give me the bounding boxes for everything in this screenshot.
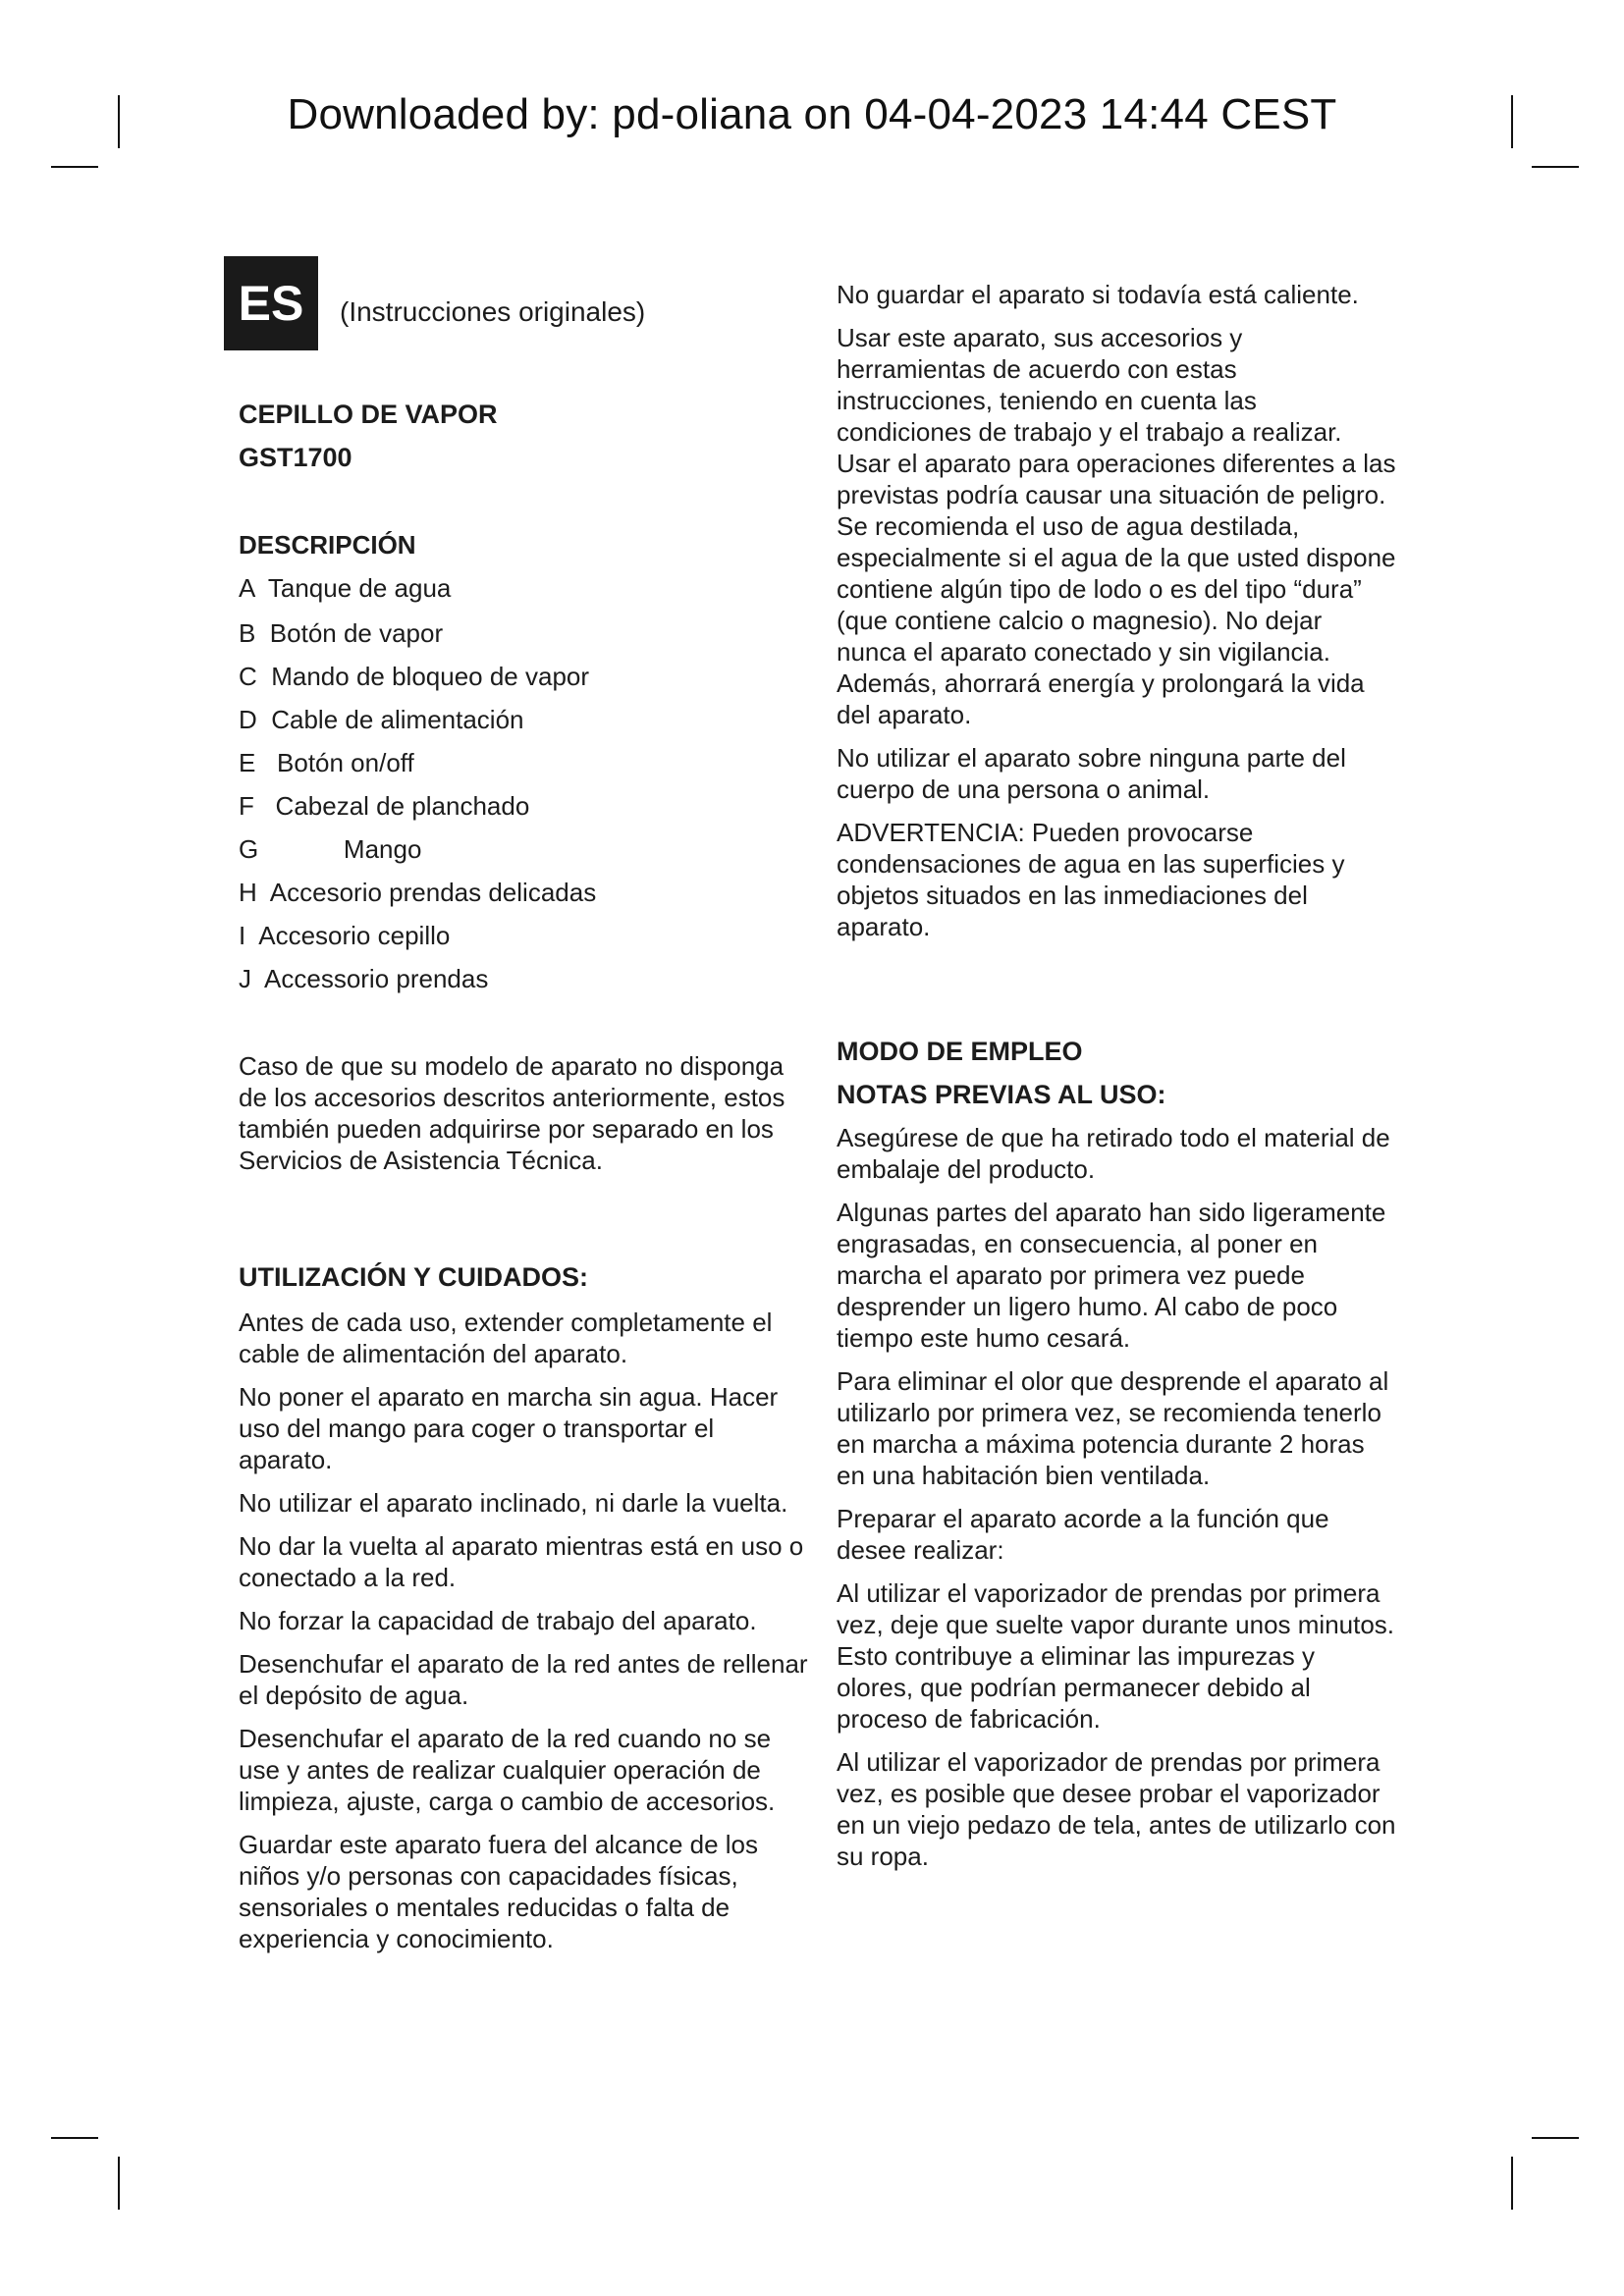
description-item: D Cable de alimentación [239,705,524,734]
description-item: E Botón on/off [239,748,414,777]
safety-paragraph: Usar este aparato, sus accesorios y herramientas de acuerdo con estas instrucciones, teniendo en cuenta las condiciones de trabajo y el trabajo a realizar. Usar el aparato para operaciones diferentes a las previstas podría causar una situación de peligro. Se recomienda el uso de agua destilada, especialmente si el agua de la que usted dispone contiene algún tipo de lodo o es del tipo “dura” (que contiene calcio o magnesio). No dejar nunca el aparato conectado y sin vigilancia. Además, ahorrará energía y prolongará la vida del aparato. [837,323,1396,729]
description-item: H Accesorio prendas delicadas [239,878,597,907]
crop-mark-bottom-left-vertical [118,2157,120,2210]
crop-mark-top-left-horizontal [51,166,98,168]
safety-section [837,279,1396,942]
warning-paragraph: ADVERTENCIA: Pueden provocarse condensaciones de agua en las superficies y objetos situados en las inmediaciones del aparato. [837,818,1345,941]
product-model: GST1700 [239,443,352,472]
usage-note: Asegúrese de que ha retirado todo el material de embalaje del producto. [837,1123,1390,1184]
usage-note: Para eliminar el olor que desprende el aparato al utilizarlo por primera vez, se recomienda tenerlo en marcha a máxima potencia durante 2 horas en una habitación bien ventilada. [837,1366,1389,1490]
prior-notes-heading: NOTAS PREVIAS AL USO: [837,1080,1166,1109]
use-care-paragraph: No utilizar el aparato inclinado, ni darle la vuelta. [239,1488,788,1518]
download-stamp: Downloaded by: pd-oliana on 04-04-2023 14:44 CEST [287,90,1337,138]
crop-mark-top-right-horizontal [1532,166,1579,168]
usage-note: Al utilizar el vaporizador de prendas por primera vez, deje que suelte vapor durante unos minutos. Esto contribuye a eliminar las impurezas y olores, que podrían permanecer debido al proceso de fabricación. [837,1578,1395,1734]
description-item: J Accessorio prendas [239,964,489,993]
mode-of-use-heading: MODO DE EMPLEO [837,1037,1083,1066]
use-care-section [239,1261,808,1954]
use-care-paragraph: No dar la vuelta al aparato mientras está en uso o conectado a la red. [239,1531,804,1592]
use-care-heading: UTILIZACIÓN Y CUIDADOS: [239,1262,589,1292]
usage-note: Algunas partes del aparato han sido ligeramente engrasadas, en consecuencia, al poner en marcha el aparato por primera vez puede desprender un ligero humo. Al cabo de poco tiempo este humo cesará. [837,1198,1386,1353]
usage-note: Al utilizar el vaporizador de prendas por primera vez, es posible que desee probar el vaporizador en un viejo pedazo de tela, antes de utilizarlo con su ropa. [837,1747,1396,1871]
description-item: C Mando de bloqueo de vapor [239,662,590,691]
crop-mark-bottom-left-horizontal [51,2137,98,2139]
description-heading: DESCRIPCIÓN [239,530,416,560]
crop-mark-bottom-right-vertical [1511,2157,1513,2210]
use-care-paragraph: Desenchufar el aparato de la red antes de rellenar el depósito de agua. [239,1649,808,1710]
safety-paragraph: No guardar el aparato si todavía está caliente. [837,280,1359,309]
description-item: I Accesorio cepillo [239,921,451,950]
usage-section [837,1036,1396,1872]
usage-note: Preparar el aparato acorde a la función que desee realizar: [837,1504,1329,1565]
accessories-note [239,1050,808,1176]
language-badge: ES [224,256,318,350]
product-name: CEPILLO DE VAPOR [239,400,498,429]
description-item: B Botón de vapor [239,618,444,648]
original-instructions-note: (Instrucciones originales) [340,296,646,327]
description-item: F Cabezal de planchado [239,791,530,821]
safety-paragraph: No utilizar el aparato sobre ninguna parte del cuerpo de una persona o animal. [837,743,1346,804]
use-care-paragraph: No poner el aparato en marcha sin agua. Hacer uso del mango para coger o transportar el aparato. [239,1382,779,1474]
use-care-paragraph: No forzar la capacidad de trabajo del aparato. [239,1606,757,1635]
crop-mark-bottom-right-horizontal [1532,2137,1579,2139]
use-care-paragraph: Desenchufar el aparato de la red cuando no se use y antes de realizar cualquier operación de limpieza, ajuste, carga o cambio de accesorios. [239,1724,776,1816]
description-item: G Mango [239,834,422,864]
accessories-note-text: Caso de que su modelo de aparato no disponga de los accesorios descritos anteriormente, estos también pueden adquirirse por separado en los Servicios de Asistencia Técnica. [239,1051,785,1175]
product-block [239,399,808,473]
description-item: A Tanque de agua [239,573,452,603]
use-care-paragraph: Guardar este aparato fuera del alcance de los niños y/o personas con capacidades físicas, sensoriales o mentales reducidas o falta de experiencia y conocimiento. [239,1830,759,1953]
use-care-paragraph: Antes de cada uso, extender completamente el cable de alimentación del aparato. [239,1308,773,1368]
